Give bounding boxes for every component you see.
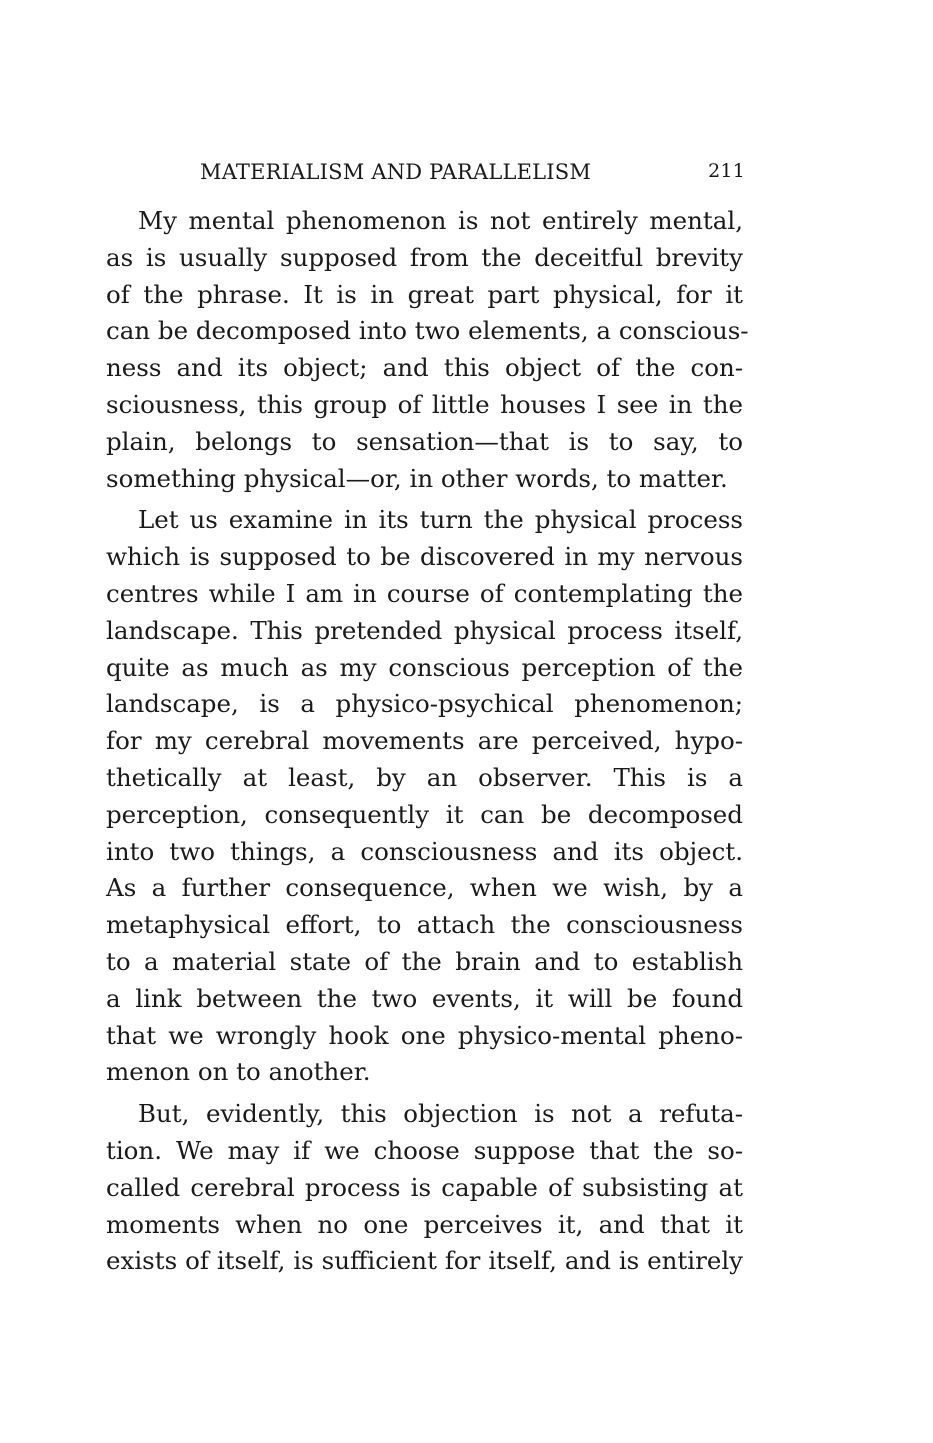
text-line: for my cerebral movements are perceived, hypo- xyxy=(106,726,743,756)
text-line: exists of itself, is sufficient for itself, and is entirely xyxy=(106,1246,743,1276)
paragraph-2 xyxy=(106,502,743,1091)
text-line: can be decomposed into two elements, a conscious- xyxy=(106,316,749,346)
text-line: tion. We may if we choose suppose that the so- xyxy=(106,1135,743,1165)
body-text xyxy=(106,203,749,1285)
text-line: Let us examine in its turn the physical process xyxy=(138,505,743,535)
text-line: centres while I am in course of contemplating the xyxy=(106,578,743,608)
running-title: MATERIALISM AND PARALLELISM xyxy=(200,160,592,184)
text-line: quite as much as my conscious perception of the xyxy=(106,652,743,682)
paragraph-3 xyxy=(106,1096,743,1280)
text-line: of the phrase. It is in great part physical, for it xyxy=(106,279,743,309)
text-line: menon on to another. xyxy=(106,1057,371,1087)
text-line: perception, consequently it can be decomposed xyxy=(106,799,743,829)
paragraph-1 xyxy=(106,203,749,497)
text-line: sciousness, this group of little houses I see in the xyxy=(106,389,743,419)
text-line: My mental phenomenon is not entirely mental, xyxy=(138,206,743,235)
text-line: as is usually supposed from the deceitful brevity xyxy=(106,242,743,272)
text-line: called cerebral process is capable of subsisting at xyxy=(106,1172,743,1202)
text-line: which is supposed to be discovered in my nervous xyxy=(106,542,743,572)
text-line: landscape, is a physico-psychical phenomenon; xyxy=(106,689,743,719)
text-line: moments when no one perceives it, and that it xyxy=(106,1209,743,1239)
page-number: 211 xyxy=(708,160,745,182)
text-line: ness and its object; and this object of the con- xyxy=(106,353,743,383)
text-line: As a further consequence, when we wish, by a xyxy=(106,873,743,903)
running-head xyxy=(200,160,745,190)
text-line: plain, belongs to sensation—that is to say, to xyxy=(106,426,743,456)
text-line: But, evidently, this objection is not a refuta- xyxy=(138,1099,743,1129)
text-line: that we wrongly hook one physico-mental pheno- xyxy=(106,1020,743,1050)
text-line: something physical—or, in other words, to matter. xyxy=(106,463,728,493)
text-line: into two things, a consciousness and its object. xyxy=(106,836,743,866)
text-line: metaphysical effort, to attach the consciousness xyxy=(106,910,743,940)
text-line: a link between the two events, it will be found xyxy=(106,983,743,1013)
text-line: to a material state of the brain and to establish xyxy=(106,946,743,976)
text-line: landscape. This pretended physical process itself, xyxy=(106,615,743,645)
text-line: thetically at least, by an observer. This is a xyxy=(106,762,743,792)
